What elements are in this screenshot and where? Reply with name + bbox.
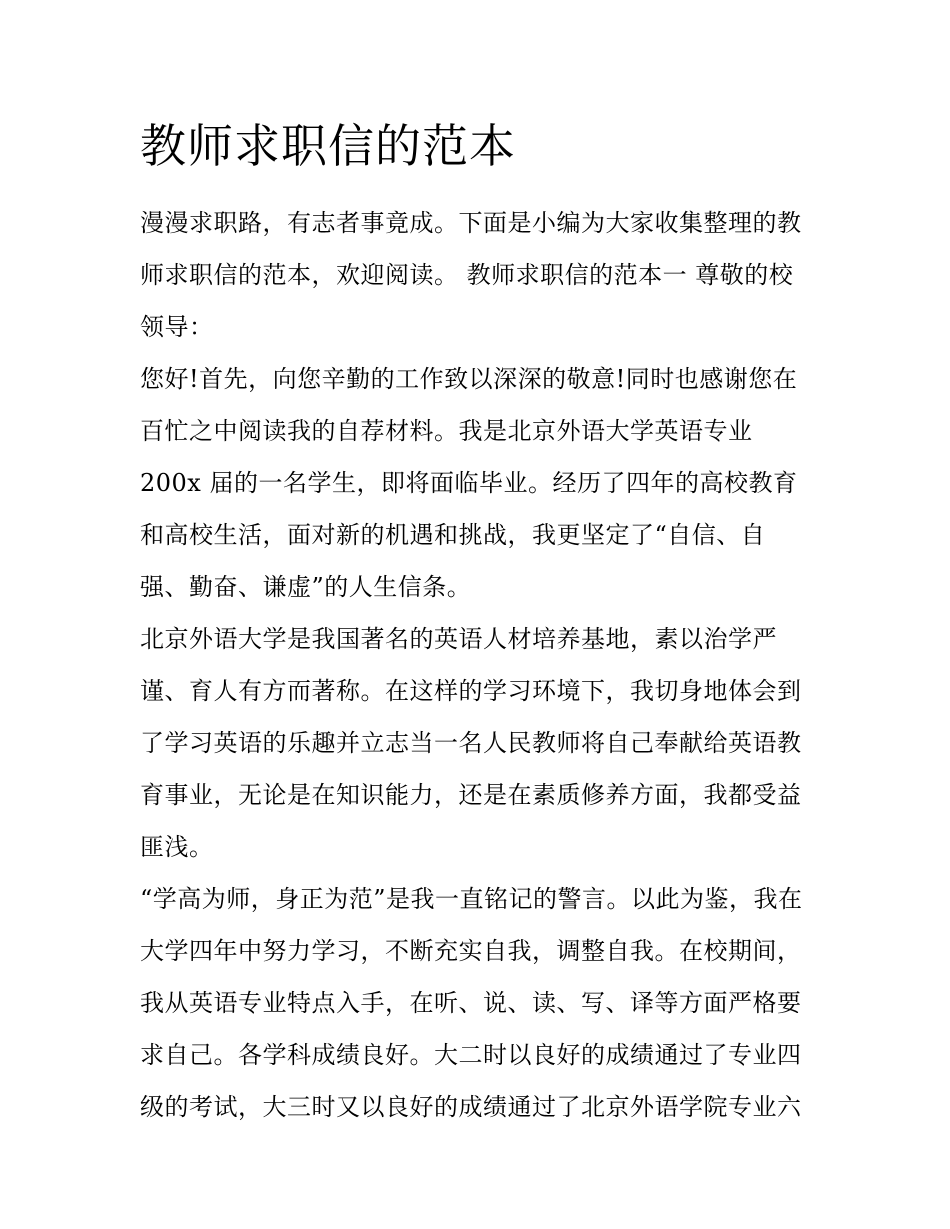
body-line: 匪浅。 — [140, 833, 214, 861]
body-line: 漫漫求职路，有志者事竟成。下面是小编为大家收集整理的教 — [140, 209, 802, 237]
body-line: 谨、育人有方而著称。在这样的学习环境下，我切身地体会到 — [140, 677, 802, 705]
body-line: 级的考试，大三时又以良好的成绩通过了北京外语学院专业六 — [140, 1093, 802, 1121]
body-line: 领导： — [140, 313, 214, 341]
body-line: 了学习英语的乐趣并立志当一名人民教师将自己奉献给英语教 — [140, 729, 802, 757]
document-body — [140, 197, 840, 1133]
body-line: 强、勤奋、谦虚”的人生信条。 — [140, 573, 472, 601]
body-line: 大学四年中努力学习，不断充实自我，调整自我。在校期间， — [140, 937, 802, 965]
body-line: 您好!首先，向您辛勤的工作致以深深的敬意!同时也感谢您在 — [140, 365, 798, 393]
body-line: 百忙之中阅读我的自荐材料。我是北京外语大学英语专业 — [140, 417, 753, 445]
body-line: “学高为师，身正为范”是我一直铭记的警言。以此为鉴，我在 — [140, 885, 803, 913]
body-line: 我从英语专业特点入手，在听、说、读、写、译等方面严格要 — [140, 989, 802, 1017]
body-line: 和高校生活，面对新的机遇和挑战，我更坚定了“自信、自 — [140, 521, 766, 549]
body-line: 求自己。各学科成绩良好。大二时以良好的成绩通过了专业四 — [140, 1041, 802, 1069]
document-title: 教师求职信的范本 — [140, 119, 516, 173]
body-line: 育事业，无论是在知识能力，还是在素质修养方面，我都受益 — [140, 781, 802, 809]
body-line: 师求职信的范本，欢迎阅读。 教师求职信的范本一 尊敬的校 — [140, 261, 794, 289]
body-line: 200x 届的一名学生，即将面临毕业。经历了四年的高校教育 — [140, 469, 798, 497]
body-line: 北京外语大学是我国著名的英语人材培养基地，素以治学严 — [140, 625, 777, 653]
